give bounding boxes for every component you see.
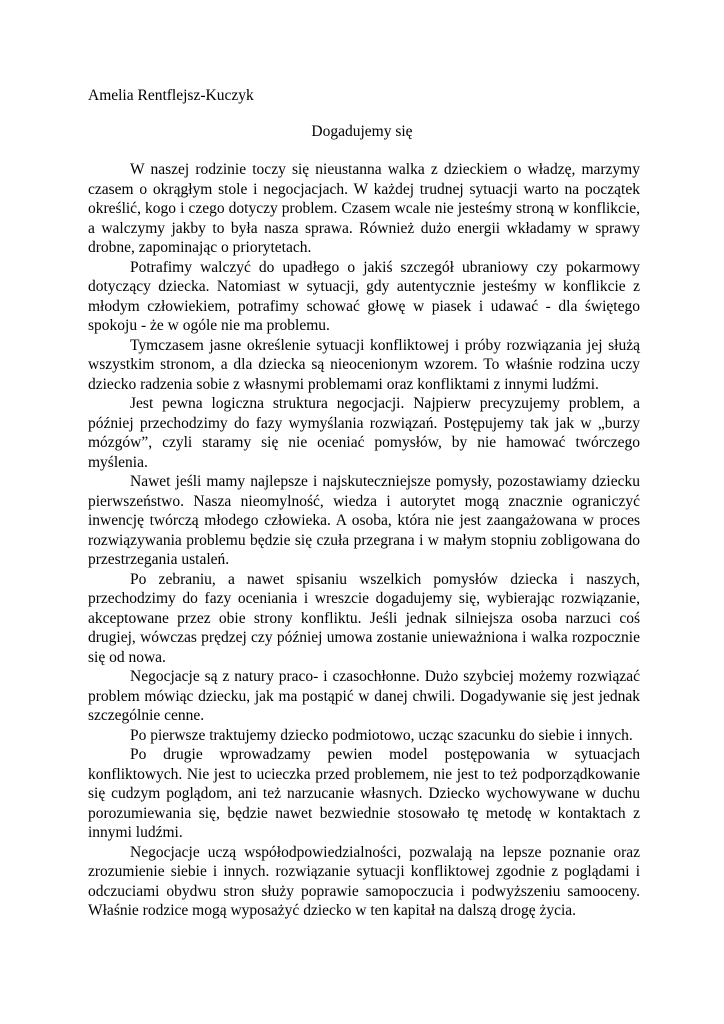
paragraph: Po drugie wprowadzamy pewien model postępowania w sytuacjach konfliktowych. Nie jest to ucieczka przed problemem, nie jest to też podporządkowanie się cudzym poglądom, ani też narzucanie własnych. Dziecko wychowywane w duchu porozumiewania się, będzie nawet bezwiednie stosowało tę metodę w kontaktach z innymi ludźmi. [88, 746, 640, 841]
document-body [88, 160, 640, 921]
paragraph: W naszej rodzinie toczy się nieustanna walka z dzieckiem o władzę, marzymy czasem o okrągłym stole i negocjacjach. W każdej trudnej sytuacji warto na początek określić, kogo i czego dotyczy problem. Czasem wcale nie jesteśmy stroną w konflikcie, a walczymy jakby to była nasza sprawa. Również dużo energii wkładamy w sprawy drobne, zapominając o priorytetach. [88, 161, 640, 256]
paragraph: Nawet jeśli mamy najlepsze i najskuteczniejsze pomysły, pozostawiamy dziecku pierwszeństwo. Nasza nieomylność, wiedza i autorytet mogą znacznie ograniczyć inwencję twórczą młodego człowieka. A osoba, która nie jest zaangażowana w proces rozwiązywania problemu będzie się czuła przegrana i w małym stopniu zobligowana do przestrzegania ustaleń. [88, 473, 640, 568]
document-title-text: Dogadujemy się [311, 123, 413, 140]
document-title [0, 122, 724, 141]
paragraph: Potrafimy walczyć do upadłego o jakiś szczegół ubraniowy czy pokarmowy dotyczący dziecka. Natomiast w sytuacji, gdy autentycznie jesteśmy w konflikcie z młodym człowiekiem, potrafimy schować głowę w piasek i udawać - dla świętego spokoju - że w ogóle nie ma problemu. [88, 258, 640, 334]
paragraph: Po zebraniu, a nawet spisaniu wszelkich pomysłów dziecka i naszych, przechodzimy do fazy oceniania i wreszcie dogadujemy się, wybierając rozwiązanie, akceptowane przez obie strony konfliktu. Jeśli jednak silniejsza osoba narzuci coś drugiej, wówczas prędzej czy później umowa zostanie unieważniona i walka rozpocznie się od nowa. [88, 570, 640, 666]
paragraph: Tymczasem jasne określenie sytuacji konfliktowej i próby rozwiązania jej służą wszystkim stronom, a dla dziecka są nieocenionym wzorem. To właśnie rodzina uczy dziecko radzenia sobie z własnymi problemami oraz konfliktami z innymi ludźmi. [88, 336, 640, 393]
paragraph: Negocjacje są z natury praco- i czasochłonne. Dużo szybciej możemy rozwiązać problem mówiąc dziecku, jak ma postąpić w danej chwili. Dogadywanie się jest jednak szczególnie cenne. [88, 668, 640, 724]
author-name: Amelia Rentflejsz-Kuczyk [88, 87, 254, 104]
paragraph: Negocjacje uczą współodpowiedzialności, pozwalają na lepsze poznanie oraz zrozumienie siebie i innych. rozwiązanie sytuacji konfliktowej zgodnie z poglądami i odczuciami obydwu stron służy poprawie samopoczucia i podwyższeniu samooceny. Właśnie rodzice mogą wyposażyć dziecko w ten kapitał na dalszą drogę życia. [88, 843, 640, 919]
paragraph: Po pierwsze traktujemy dziecko podmiotowo, ucząc szacunku do siebie i innych. [130, 726, 633, 744]
paragraph: Jest pewna logiczna struktura negocjacji. Najpierw precyzujemy problem, a później przechodzimy do fazy wymyślania rozwiązań. Postępujemy tak jak w „burzy mózgów”, czyli staramy się nie oceniać pomysłów, by nie hamować twórczego myślenia. [88, 395, 640, 471]
